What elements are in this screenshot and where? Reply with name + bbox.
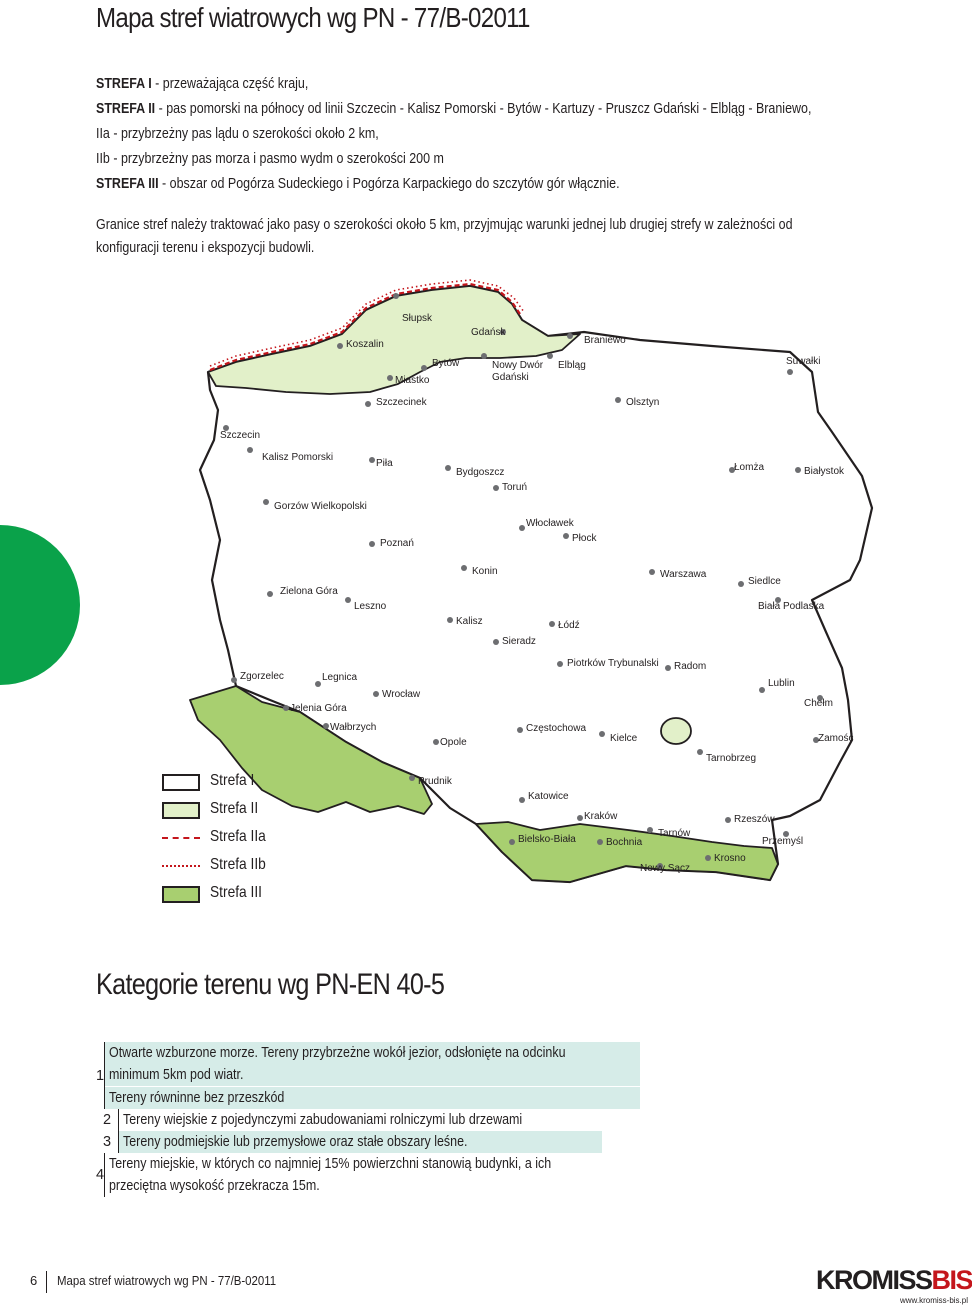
brand-url: www.kromiss-bis.pl: [900, 1296, 969, 1305]
city-label: Legnica: [322, 672, 358, 683]
category-number: 4: [96, 1153, 105, 1197]
city-label: Włocławek: [526, 518, 574, 529]
city-marker: [471, 327, 506, 338]
city-dot: [247, 447, 253, 453]
city-label: Zamość: [818, 733, 854, 744]
city-label: Wałbrzych: [330, 722, 377, 733]
city-marker: [509, 834, 576, 845]
city-dot: [549, 621, 555, 627]
city-marker: [804, 695, 833, 709]
city-dot: [421, 365, 427, 371]
legend-swatch: [162, 774, 200, 791]
city-dot: [759, 687, 765, 693]
zone-boundary-note: Granice stref należy traktować jako pasy o szerokości około 5 km, przyjmując warunki jednej lub drugiej strefy w zależności od konfiguracji terenu i ekspozycji budowli.: [96, 217, 793, 256]
city-label: Zielona Góra: [280, 586, 338, 597]
city-label: Biała Podlaska: [758, 601, 825, 612]
city-label: Przemyśl: [762, 836, 804, 847]
city-label: Słupsk: [402, 313, 433, 324]
city-dot: [738, 581, 744, 587]
category-number: 3: [96, 1131, 119, 1153]
city-label: Miastko: [395, 375, 430, 386]
city-dot: [649, 569, 655, 575]
city-dot: [597, 839, 603, 845]
brand-logo: KROMISSBIS: [816, 1265, 972, 1295]
footer-divider: [46, 1271, 47, 1293]
city-dot: [665, 665, 671, 671]
city-label: Warszawa: [660, 569, 707, 580]
table-row: 1 Otwarte wzburzone morze. Tereny przybrzeżne wokół jezior, odsłonięte na odcinku minimum 5km pod wiatr. Tereny równinne bez przeszkód: [96, 1042, 602, 1109]
city-label: Toruń: [502, 482, 528, 493]
city-dot: [563, 533, 569, 539]
city-label: Koszalin: [346, 339, 384, 350]
city-label: Radom: [674, 661, 707, 672]
city-dot: [461, 565, 467, 571]
legend-swatch: [162, 802, 200, 819]
city-marker: [557, 658, 659, 669]
city-marker: [813, 733, 854, 744]
city-dot: [481, 353, 487, 359]
city-label: Tarnów: [658, 828, 691, 839]
city-label: Konin: [472, 566, 498, 577]
city-label: Białystok: [804, 466, 845, 477]
city-label: Szczecin: [220, 430, 261, 441]
city-label: Lublin: [768, 678, 795, 689]
city-dot: [231, 677, 237, 683]
city-marker: [323, 722, 376, 733]
page-number: 6: [30, 1273, 38, 1288]
city-dot: [493, 639, 499, 645]
table-row: 4 Tereny miejskie, w których co najmniej 15% powierzchni stanowią budynki, a ich przeciętna wysokość przekracza 15m.: [96, 1153, 602, 1197]
city-dot: [315, 681, 321, 687]
city-label: Elbląg: [558, 360, 586, 371]
zone-line: STREFA I - przeważająca część kraju,: [96, 76, 309, 92]
city-dot: [547, 353, 553, 359]
city-dot: [447, 617, 453, 623]
city-label: Chełm: [804, 698, 833, 709]
city-label: Jelenia Góra: [290, 703, 347, 714]
city-dot: [567, 333, 573, 339]
city-dot: [705, 855, 711, 861]
zone-line: STREFA II - pas pomorski na północy od linii Szczecin - Kalisz Pomorski - Bytów - Kartuzy - Pruszcz Gdański - Elbląg - Braniewo,: [96, 101, 812, 117]
city-label: Piła: [376, 458, 393, 469]
city-label: Kielce: [610, 733, 638, 744]
city-dot: [263, 499, 269, 505]
category-number: 1: [96, 1042, 105, 1109]
city-marker: [729, 462, 764, 473]
city-label: Częstochowa: [526, 723, 587, 734]
city-label: Leszno: [354, 601, 387, 612]
city-label: Nowy Dwór: [492, 360, 544, 371]
city-dot: [599, 731, 605, 737]
city-label: Sieradz: [502, 636, 536, 647]
city-dot: [393, 293, 399, 299]
city-dot: [557, 661, 563, 667]
zone-descriptions: [96, 72, 812, 197]
city-label: Bydgoszcz: [456, 467, 505, 478]
city-label: Bochnia: [606, 837, 643, 848]
city-label: Wrocław: [382, 689, 421, 700]
category-number: 2: [96, 1109, 119, 1131]
city-dot: [387, 375, 393, 381]
city-dot: [345, 597, 351, 603]
city-dot: [697, 749, 703, 755]
city-label: Prudnik: [418, 776, 452, 787]
city-marker: [263, 499, 367, 512]
city-marker: [577, 811, 618, 822]
city-label: Suwałki: [786, 356, 821, 367]
city-dot: [519, 797, 525, 803]
city-label: Łomża: [734, 462, 765, 473]
city-label: Braniewo: [584, 335, 626, 346]
city-label: Nowy Sącz: [640, 863, 691, 874]
zone-line: STREFA III - obszar od Pogórza Sudeckiego i Pogórza Karpackiego do szczytów gór włącznie.: [96, 176, 620, 192]
legend-swatch: [162, 837, 200, 839]
city-dot: [365, 401, 371, 407]
city-label: Katowice: [528, 791, 569, 802]
city-marker: [517, 723, 586, 734]
city-label: Piotrków Trybunalski: [567, 658, 659, 669]
city-label: Krosno: [714, 853, 746, 864]
city-label: Kraków: [584, 811, 618, 822]
zone-3-swietokrzyskie: [661, 718, 691, 744]
city-label: Płock: [572, 533, 597, 544]
city-label: Opole: [440, 737, 467, 748]
city-marker: [283, 703, 347, 714]
city-dot: [283, 705, 289, 711]
city-label: Siedlce: [748, 576, 781, 587]
city-dot: [267, 591, 273, 597]
city-label: Zgorzelec: [240, 671, 284, 682]
legend-swatch: [162, 886, 200, 903]
city-label: Rzeszów: [734, 814, 775, 825]
city-label: Kalisz: [456, 616, 483, 627]
city-label: Bielsko-Biała: [518, 834, 576, 845]
city-dot: [577, 815, 583, 821]
table-row: 2 Tereny wiejskie z pojedynczymi zabudowaniami rolniczymi lub drzewami: [96, 1109, 602, 1131]
city-label: Poznań: [380, 538, 414, 549]
city-label: Gdańsk: [471, 327, 506, 338]
terrain-categories-table: [96, 1042, 602, 1197]
footer-title: Mapa stref wiatrowych wg PN - 77/B-02011: [57, 1273, 277, 1288]
city-dot: [647, 827, 653, 833]
zone-line: IIa - przybrzeżny pas lądu o szerokości około 2 km,: [96, 126, 379, 142]
city-marker: [492, 372, 529, 383]
city-dot: [433, 739, 439, 745]
city-dot: [445, 465, 451, 471]
city-dot: [323, 723, 329, 729]
city-dot: [517, 727, 523, 733]
city-marker: [640, 863, 690, 874]
city-dot: [369, 541, 375, 547]
page-footer: [0, 1265, 972, 1305]
city-dot: [795, 467, 801, 473]
city-dot: [615, 397, 621, 403]
city-dot: [493, 485, 499, 491]
terrain-heading: Kategorie terenu wg PN-EN 40-5: [96, 968, 445, 1001]
page-title: Mapa stref wiatrowych wg PN - 77/B-02011: [96, 2, 530, 33]
city-dot: [337, 343, 343, 349]
legend-swatch: [162, 865, 200, 867]
city-dot: [787, 369, 793, 375]
city-dot: [409, 775, 415, 781]
city-label: Olsztyn: [626, 397, 660, 408]
city-dot: [369, 457, 375, 463]
city-dot: [373, 691, 379, 697]
city-label: Łódź: [558, 620, 580, 631]
city-label: Szczecinek: [376, 397, 427, 408]
wind-zone-map: [0, 270, 960, 920]
city-label: Gorzów Wielkopolski: [274, 501, 367, 512]
city-dot: [509, 839, 515, 845]
city-dot: [725, 817, 731, 823]
city-dot: [519, 525, 525, 531]
city-label: Kalisz Pomorski: [262, 452, 334, 463]
city-label: Tarnobrzeg: [706, 753, 757, 764]
table-row: 3 Tereny podmiejskie lub przemysłowe oraz stałe obszary leśne.: [96, 1131, 602, 1153]
zone-line: IIb - przybrzeżny pas morza i pasmo wydm o szerokości 200 m: [96, 151, 444, 167]
city-label: Gdański: [492, 372, 529, 383]
city-label: Bytów: [432, 358, 460, 369]
